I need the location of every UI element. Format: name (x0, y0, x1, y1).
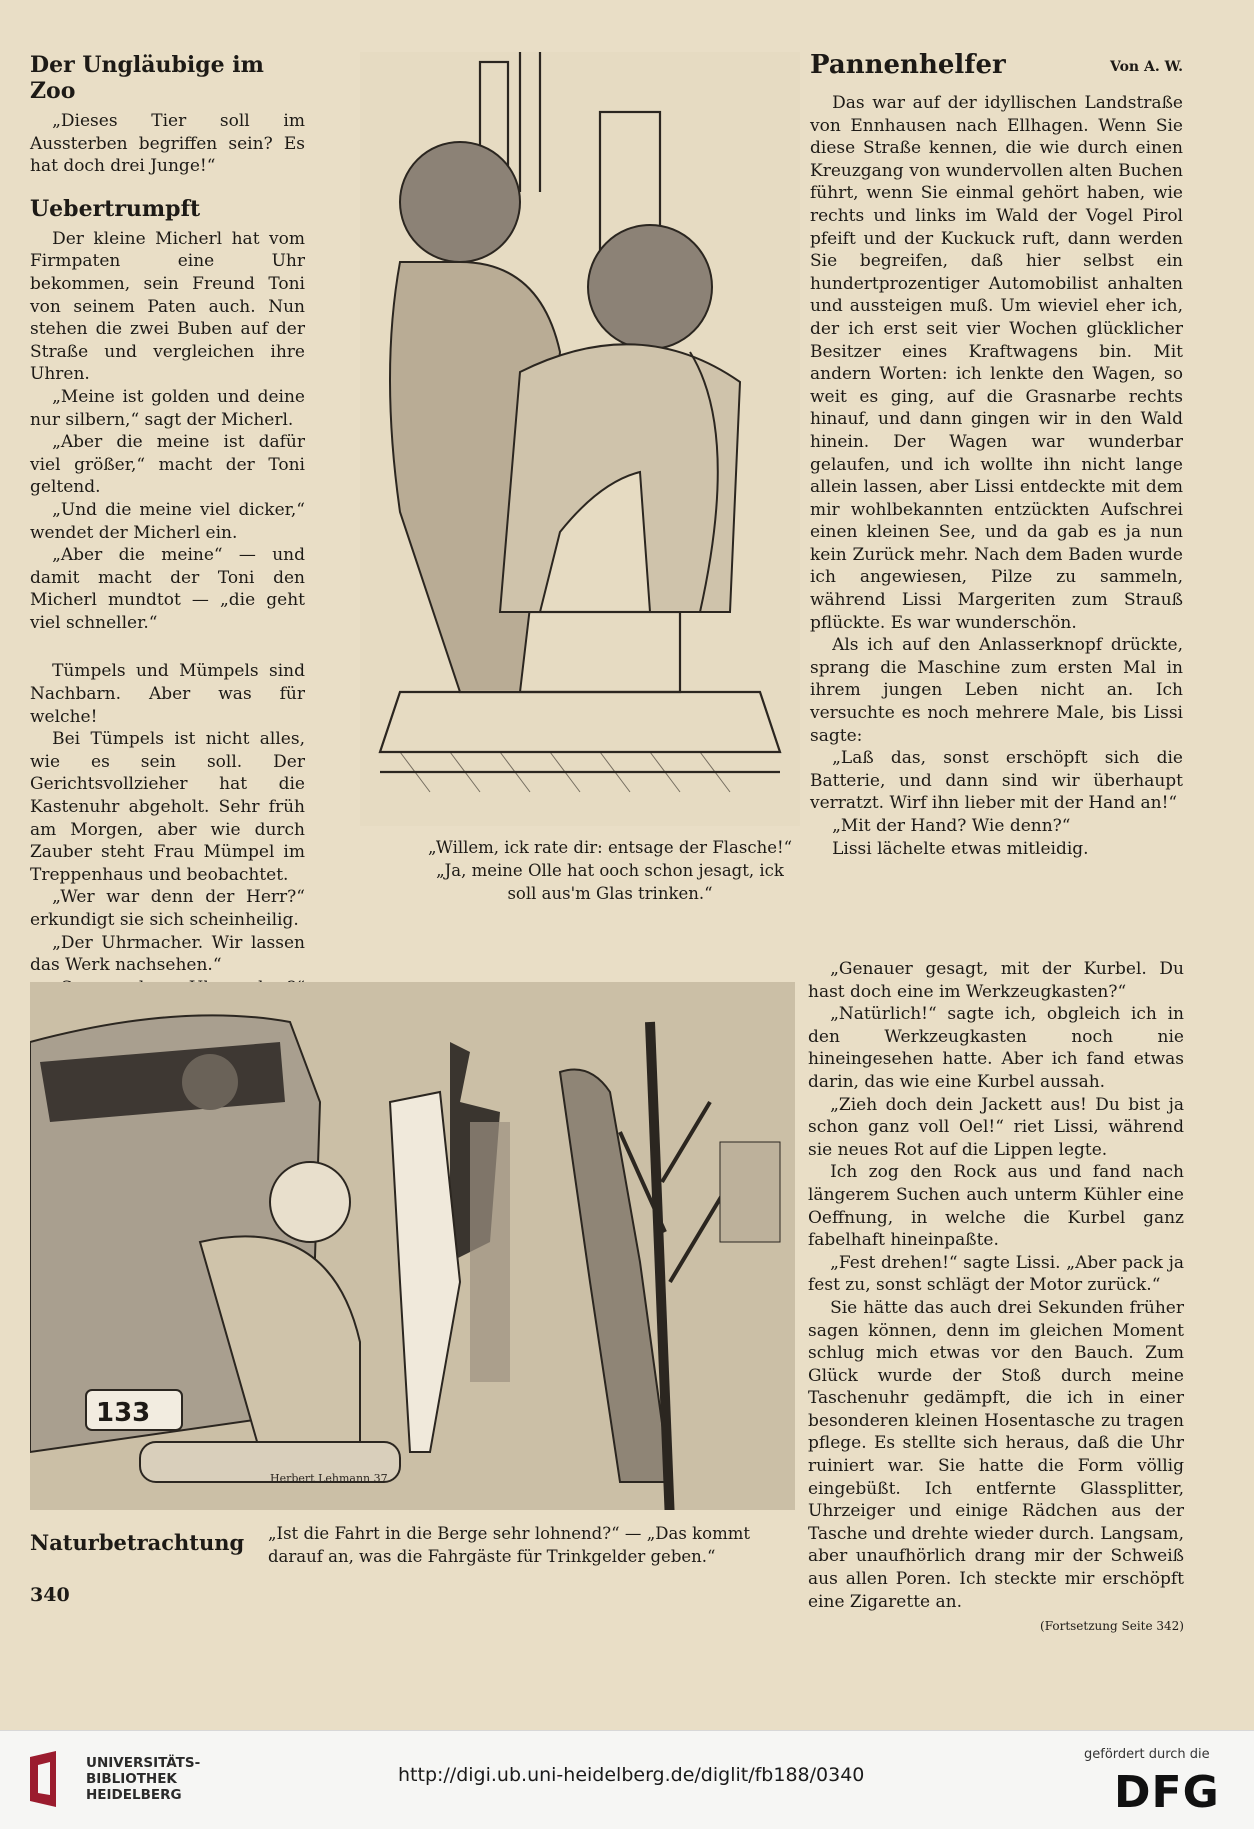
caption-line: „Willem, ick rate dir: entsage der Flasche!“ (427, 838, 793, 857)
paragraph: „Aber die meine ist dafür viel größer,“ macht der Toni geltend. (30, 432, 305, 498)
right-column (810, 50, 1183, 860)
dfg-logo: DFG (1114, 1767, 1220, 1818)
paragraph: Sie hätte das auch drei Sekunden früher sagen können, denn im gleichen Moment schlug mich etwas vor den Bauch. Zum Glück wurde der Stoß durch meine Taschenuhr gedämpft, die ich in einer besonderen kleinen Hosentasche zu tragen pflege. Es stellte sich heraus, daß die Uhr ruiniert war. Sie hatte die Form völlig eingebüßt. Ich entfernte Glassplitter, Uhrzeiger und einige Rädchen aus der Tasche und drehte wieder durch. Langsam, aber unaufhörlich drang mir der Schweiß aus allen Poren. Ich steckte mir erschöpft eine Zigarette an. (808, 1297, 1184, 1612)
illustration-two-men (360, 52, 800, 826)
paragraph: „Der Uhrmacher. Wir lassen das Werk nachsehen.“ (30, 932, 305, 976)
story-title-uebertrumpft: Uebertrumpft (30, 195, 201, 222)
right-column-continued (808, 958, 1184, 1638)
paragraph: „Wer war denn der Herr?“ erkundigt sie sich scheinheilig. (30, 887, 305, 930)
paragraph: „Meine ist golden und deine nur silbern,“ sagt der Micherl. (30, 386, 305, 430)
paragraph: „Mit der Hand? Wie denn?“ (832, 816, 1071, 836)
caption-line: „Ja, meine Olle hat ooch schon jesagt, ick soll aus'm Glas trinken.“ (436, 861, 784, 903)
library-line: UNIVERSITÄTS- (86, 1755, 201, 1771)
university-library-name (86, 1755, 200, 1803)
paragraph: Tümpels und Mümpels sind Nachbarn. Aber was für welche! (30, 661, 305, 727)
footer-bar (0, 1730, 1254, 1829)
library-line: HEIDELBERG (86, 1787, 182, 1803)
paragraph: Bei Tümpels ist nicht alles, wie es sein soll. Der Gerichtsvollzieher hat die Kastenuhr abgeholt. Sehr früh am Morgen, aber wie durch Zauber steht Frau Mümpel im Treppenhaus und beobachtet. (30, 729, 305, 885)
story-title-pannenhelfer: Pannenhelfer (810, 50, 1006, 80)
caption-bottom-illustration: „Ist die Fahrt in die Berge sehr lohnend?“ — „Das kommt darauf an, was die Fahrgäste für Trinkgelder geben.“ (268, 1524, 750, 1566)
continuation-note: (Fortsetzung Seite 342) (1040, 1619, 1184, 1634)
left-column (30, 52, 305, 1135)
illustration-title: Naturbetrachtung (30, 1530, 245, 1555)
library-line: BIBLIOTHEK (86, 1771, 177, 1787)
page-number: 340 (30, 1584, 70, 1606)
paragraph: Lissi lächelte etwas mitleidig. (832, 838, 1089, 859)
university-library-logo-icon (26, 1749, 76, 1813)
plate-number: 133 (96, 1398, 151, 1428)
byline: Von A. W. (1110, 59, 1183, 75)
illustration-car-street (30, 982, 795, 1510)
paragraph: „Aber die meine“ — und damit macht der Toni den Micherl mundtot — „die geht viel schneller.“ (30, 545, 305, 633)
paragraph: „Zieh doch dein Jackett aus! Du bist ja schon ganz voll Oel!“ riet Lissi, während sie neues Rot auf die Lippen legte. (808, 1094, 1184, 1160)
paragraph: Der kleine Micherl hat vom Firmpaten eine Uhr bekommen, sein Freund Toni von seinem Paten auch. Nun stehen die zwei Buben auf der Straße und vergleichen ihre Uhren. (30, 228, 305, 385)
paragraph: „Genauer gesagt, mit der Kurbel. Du hast doch eine im Werkzeugkasten?“ (808, 959, 1184, 1002)
paragraph: „Laß das, sonst erschöpft sich die Batterie, und dann sind wir überhaupt verratzt. Wirf ihn lieber mit der Hand an!“ (810, 748, 1183, 814)
paragraph: „Fest drehen!“ sagte Lissi. „Aber pack ja fest zu, sonst schlägt der Motor zurück.“ (808, 1252, 1184, 1296)
story-text-zoo: „Dieses Tier soll im Aussterben begriffen sein? Es hat doch drei Junge!“ (30, 111, 305, 177)
paragraph: Als ich auf den Anlasserknopf drückte, sprang die Maschine zum ersten Mal in ihrem jungen Leben nicht an. Ich versuchte es noch mehrere Male, bis Lissi sagte: (810, 635, 1183, 746)
funded-by-text: gefördert durch die (1084, 1747, 1210, 1762)
paragraph: Das war auf der idyllischen Landstraße von Ennhausen nach Ellhagen. Wenn Sie diese Straße kennen, die wie durch einen Kreuzgang von wundervollen alten Buchen führt, wenn Sie einmal gehört haben, wie rechts und links im Wald der Vogel Pirol pfeift und der Kuckuck ruft, dann werden Sie begreifen, daß hier selbst ein hundertprozentiger Automobilist anhalten und aussteigen muß. Um wieviel eher ich, der ich erst seit vier Wochen glücklicher Besitzer eines Kraftwagens bin. Mit andern Worten: ich lenkte den Wagen, so weit es ging, auf die Grasnarbe rechts hinauf, und dann gingen wir in den Wald hinein. Der Wagen war wunderbar gelaufen, und ich wollte ihn nicht lange allein lassen, aber Lissi entdeckte mit dem mir wohlbekannten entzückten Aufschrei einen kleinen See, und da gab es ja nun kein Zurück mehr. Nach dem Baden wurde ich angewiesen, Pilze zu sammeln, während Lissi Margeriten zum Strauß pflückte. Es war wunderschön. (810, 93, 1183, 633)
story-title-zoo: Der Ungläubige im Zoo (30, 52, 264, 104)
paragraph: Ich zog den Rock aus und fand nach längerem Suchen auch unterm Kühler eine Oeffnung, in welche die Kurbel ganz fabelhaft hineinpaßte. (808, 1162, 1184, 1251)
caption-top-illustration (420, 836, 800, 905)
paragraph: „Natürlich!“ sagte ich, obgleich ich in den Werkzeugkasten noch nie hineingesehen hatte. Aber ich fand etwas darin, das wie eine Kurbel aussah. (808, 1004, 1184, 1092)
source-url-link[interactable]: http://digi.ub.uni-heidelberg.de/diglit/fb188/0340 (398, 1764, 865, 1786)
paragraph: „Und die meine viel dicker,“ wendet der Micherl ein. (30, 499, 305, 543)
artist-signature: Herbert Lehmann 37 (270, 1472, 388, 1485)
